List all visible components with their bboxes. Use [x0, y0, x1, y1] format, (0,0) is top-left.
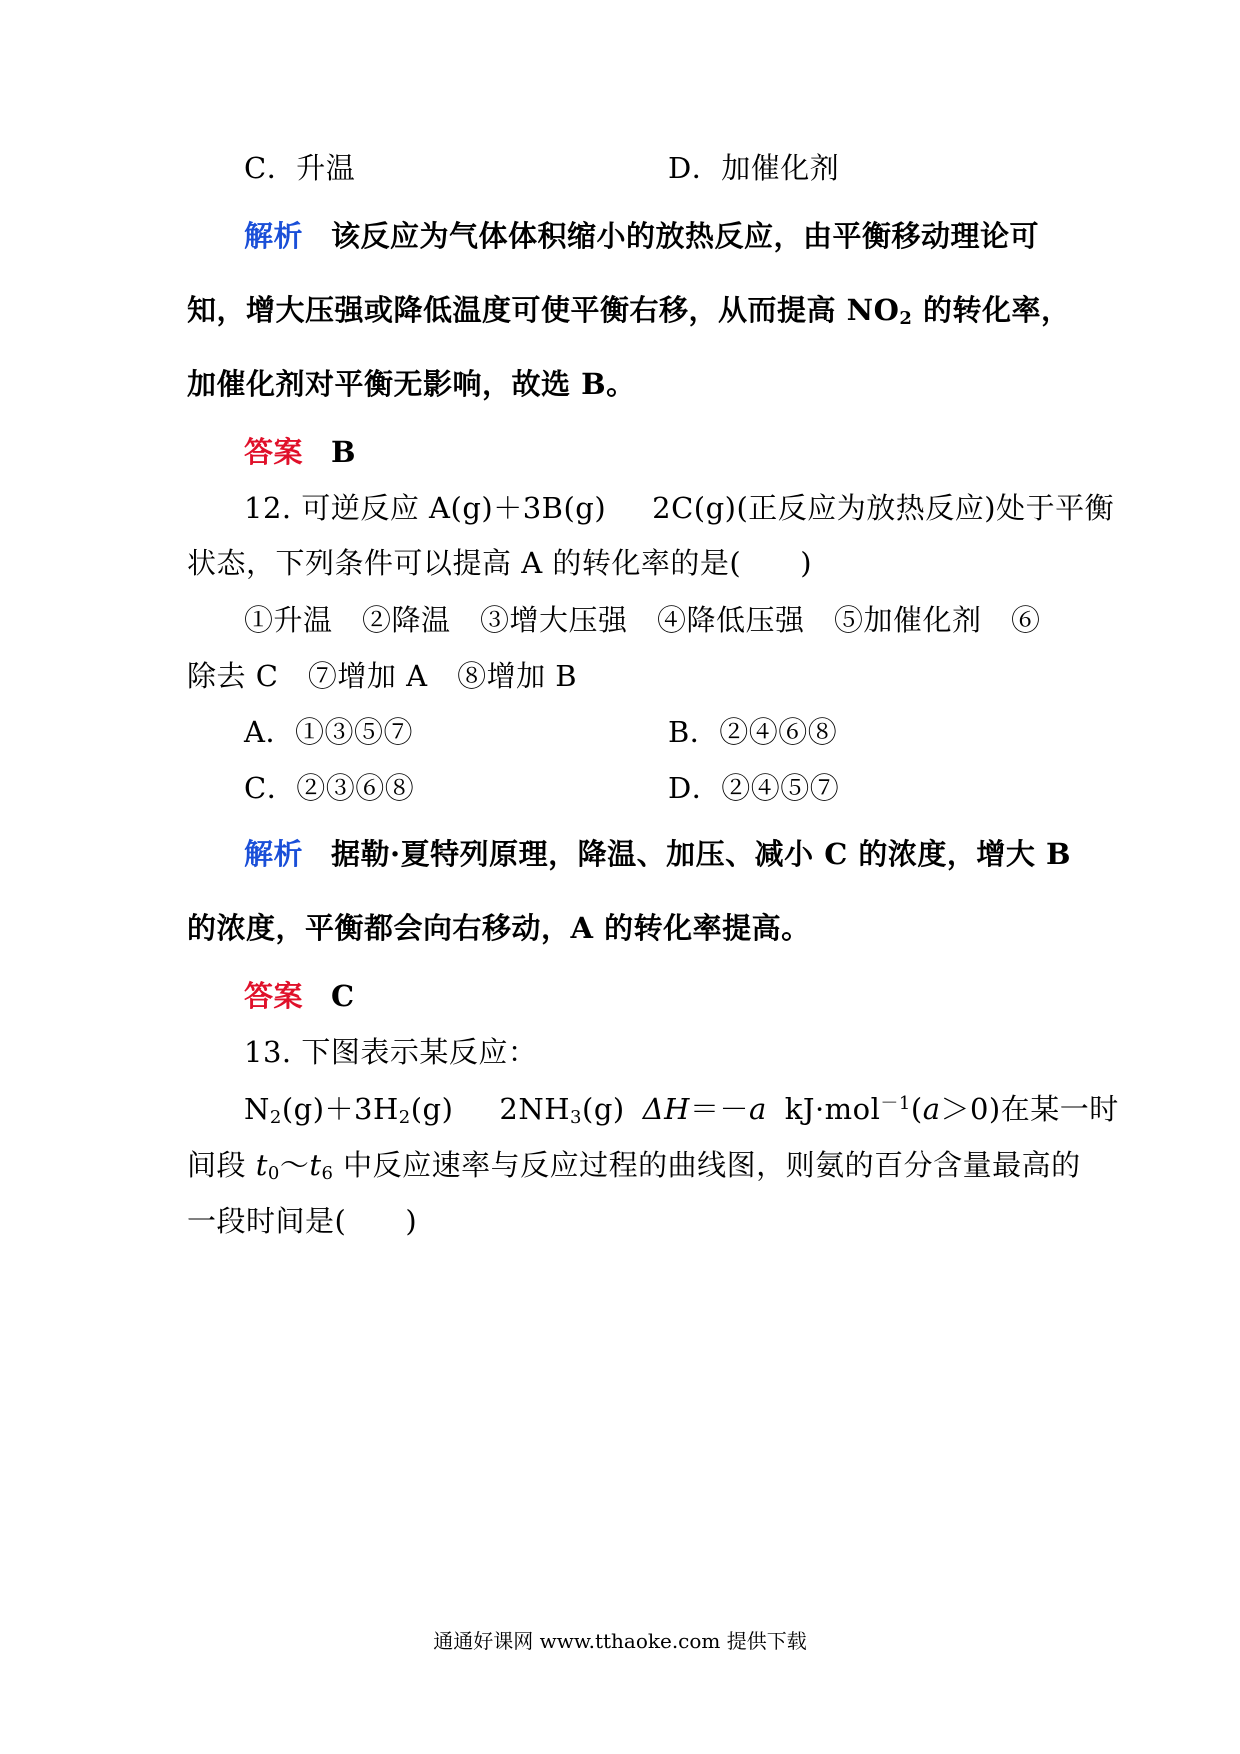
eq-text: 2NH [499, 1092, 571, 1126]
q13-stem-line-4: 一段时间是( ) [187, 1204, 418, 1238]
variable-a: a [748, 1092, 767, 1126]
subscript: 2 [398, 1107, 411, 1128]
q13-text: 中反应速率与反应过程的曲线图，则氨的百分含量最高的 [333, 1148, 1081, 1182]
eq-text: ＝－ [689, 1092, 749, 1126]
analysis-prev-line-2 [187, 292, 1071, 328]
variable-a: a [922, 1092, 941, 1126]
eq-text: N [244, 1092, 270, 1126]
analysis-prev-line-1 [244, 218, 1039, 254]
eq-unit: kJ·mol [784, 1092, 881, 1126]
q12-analysis-line-1 [244, 836, 1071, 872]
q13-equation-line [244, 1091, 1119, 1127]
enthalpy-symbol: ΔH [642, 1092, 690, 1126]
analysis-text: 该反应为气体体积缩小的放热反应，由平衡移动理论可 [331, 219, 1040, 253]
subscript: 6 [321, 1163, 334, 1184]
analysis-prev-line-3: 加催化剂对平衡无影响，故选 B。 [187, 367, 636, 401]
answer-label: 答案 [244, 979, 304, 1013]
subscript: 2 [269, 1107, 282, 1128]
analysis-text: 据勒·夏特列原理，降温、加压、减小 C 的浓度，增大 B [331, 837, 1071, 871]
q12-stem-line-1 [244, 490, 1114, 526]
answer-value: B [331, 435, 357, 469]
time-symbol: t [255, 1148, 268, 1182]
q13-stem-line-3 [187, 1147, 1081, 1183]
q12-conditions-line-2: 除去 C ⑦增加 A ⑧增加 B [187, 659, 578, 693]
q12-option-d: D．②④⑤⑦ [668, 771, 840, 805]
page-footer: 通通好课网 www.tthaoke.com 提供下载 [433, 1629, 807, 1653]
analysis-label: 解析 [244, 219, 304, 253]
eq-text: ＞0)在某一时 [940, 1092, 1119, 1126]
q12-answer [244, 978, 355, 1014]
time-symbol: t [309, 1148, 322, 1182]
q12-conditions-line-1: ①升温 ②降温 ③增大压强 ④降低压强 ⑤加催化剂 ⑥ [244, 603, 1041, 637]
q12-stem-text: 2C(g)(正反应为放热反应)处于平衡 [652, 491, 1115, 525]
q12-option-b: B．②④⑥⑧ [668, 715, 838, 749]
q12-option-a: A．①③⑤⑦ [244, 715, 413, 749]
option-c-prev: C．升温 [244, 151, 356, 185]
eq-text: (g) [410, 1092, 454, 1126]
answer-value: C [331, 979, 355, 1013]
subscript: 2 [899, 308, 913, 329]
q12-stem-line-2: 状态，下列条件可以提高 A 的转化率的是( ) [187, 546, 813, 580]
answer-label: 答案 [244, 435, 304, 469]
eq-text: ( [910, 1092, 923, 1126]
q13-text: ～ [279, 1148, 310, 1182]
eq-text: (g) [582, 1092, 625, 1126]
q12-analysis-line-2: 的浓度，平衡都会向右移动，A 的转化率提高。 [187, 911, 811, 945]
subscript: 3 [570, 1107, 582, 1128]
subscript: 0 [267, 1163, 280, 1184]
q12-option-c: C．②③⑥⑧ [244, 771, 415, 805]
q12-stem-text: 12. 可逆反应 A(g)＋3B(g) [244, 491, 607, 525]
analysis-text: 的转化率， [912, 293, 1071, 327]
eq-text: (g)＋3H [281, 1092, 399, 1126]
q13-text: 间段 [187, 1148, 256, 1182]
option-d-prev: D．加催化剂 [668, 151, 840, 185]
superscript: －1 [880, 1093, 911, 1114]
answer-prev [244, 434, 356, 470]
q13-stem-line-1: 13. 下图表示某反应： [244, 1035, 538, 1069]
analysis-text: 知，增大压强或降低温度可使平衡右移，从而提高 NO [187, 293, 900, 327]
analysis-label: 解析 [244, 837, 304, 871]
